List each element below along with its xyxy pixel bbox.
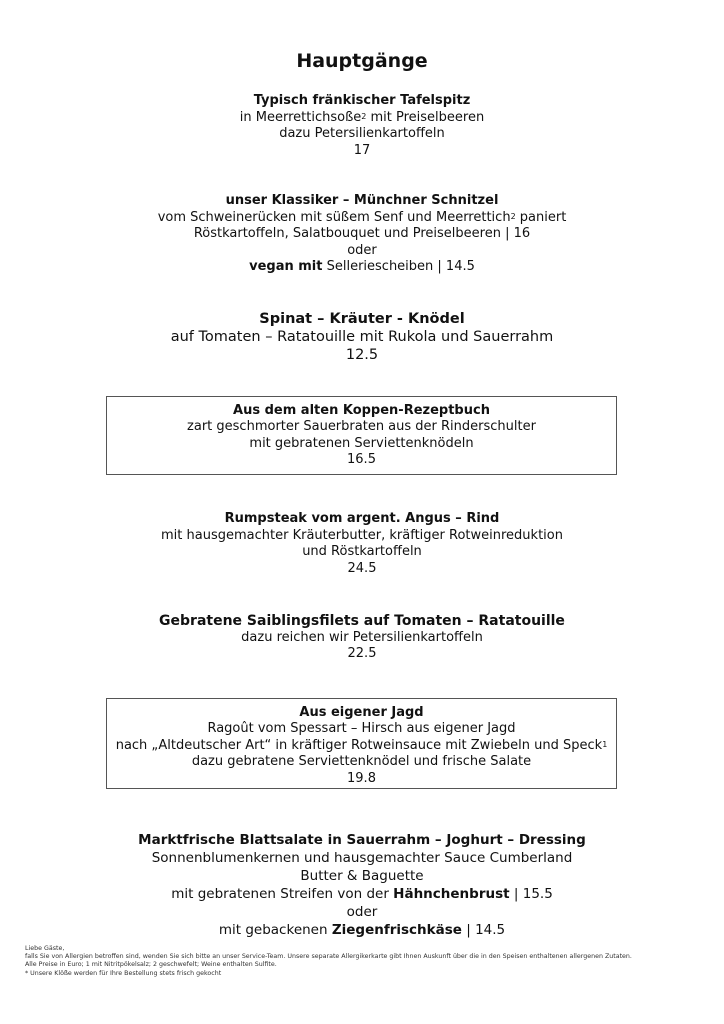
dish-name: Spinat – Kräuter - Knödel: [259, 311, 465, 327]
or-label: oder: [347, 242, 377, 258]
dish-desc: dazu reichen wir Petersilienkartoffeln: [241, 629, 483, 645]
text: Ziegenfrischkäse: [331, 922, 462, 938]
text: nach „Altdeutscher Art“ in kräftiger Rotweinsauce mit Zwiebeln und Speck: [115, 737, 603, 753]
dish-price: 16.5: [347, 452, 376, 468]
dish-desc: und Röstkartoffeln: [302, 544, 422, 560]
text: vom Schweinerücken mit süßem Senf und Meerrettich: [157, 209, 511, 225]
dish-price: 19.8: [347, 770, 376, 786]
option-chicken: [0, 885, 724, 903]
dish-desc: [0, 210, 724, 227]
dish-knoedel: [0, 310, 724, 364]
text: vegan mit: [249, 259, 323, 275]
dish-desc: Butter & Baguette: [300, 868, 424, 884]
text: Hähnchenbrust: [393, 886, 510, 902]
dish-name: Marktfrische Blattsalate in Sauerrahm – Joghurt – Dressing: [138, 832, 586, 848]
footer-line: * Unsere Klöße werden für Ihre Bestellung stets frisch gekocht: [25, 969, 222, 977]
dish-name: Rumpsteak vom argent. Angus – Rind: [224, 511, 500, 526]
footnote: 1: [602, 739, 608, 749]
or-label: oder: [346, 904, 378, 920]
dish-desc: dazu gebratene Serviettenknödel und frische Salate: [191, 754, 532, 770]
dish-sauerbraten-box: [106, 396, 617, 475]
dish-desc: mit hausgemachter Kräuterbutter, kräftiger Rotweinreduktion: [161, 527, 563, 543]
dish-price: 17: [353, 142, 371, 158]
option-goat-cheese: [0, 921, 724, 939]
dish-desc: [0, 110, 724, 127]
dish-price: 12.5: [345, 347, 379, 363]
text: mit gebackenen: [218, 922, 332, 938]
dish-saibling: [0, 613, 724, 663]
allergy-footer: [25, 945, 632, 978]
dish-jagd-box: [106, 698, 617, 789]
text: in Meerrettichsoße: [239, 109, 362, 125]
dish-desc: Ragoût vom Spessart – Hirsch aus eigener Jagd: [207, 721, 516, 737]
vegan-option: [0, 259, 724, 276]
dish-name: Aus dem alten Koppen-Rezeptbuch: [233, 403, 490, 418]
dish-price: 22.5: [347, 646, 377, 662]
footnote: 2: [510, 211, 516, 221]
text: | 14.5: [461, 922, 506, 938]
dish-name: Aus eigener Jagd: [299, 705, 424, 720]
dish-name: Gebratene Saiblingsfilets auf Tomaten – Ratatouille: [159, 613, 565, 629]
dish-tafelspitz: [0, 93, 724, 159]
page-title: Hauptgänge: [296, 50, 428, 72]
dish-desc: zart geschmorter Sauerbraten aus der Rinderschulter: [187, 419, 536, 435]
dish-desc: [107, 738, 616, 754]
text: paniert: [515, 209, 567, 225]
dish-schnitzel: [0, 193, 724, 276]
dish-rumpsteak: [0, 511, 724, 577]
dish-name: unser Klassiker – Münchner Schnitzel: [225, 193, 499, 208]
dish-price: 24.5: [347, 560, 377, 576]
dish-desc: auf Tomaten – Ratatouille mit Rukola und Sauerrahm: [170, 329, 554, 345]
text: | 15.5: [509, 886, 553, 902]
footnote: 2: [361, 111, 367, 121]
footer-line: Alle Preise in Euro; 1 mit Nitritpökelsalz; 2 geschwefelt; Weine enthalten Sulfite.: [25, 961, 277, 969]
text: Selleriescheiben | 14.5: [322, 259, 475, 275]
dish-desc: mit gebratenen Serviettenknödeln: [249, 435, 474, 451]
text: mit Preiselbeeren: [366, 109, 485, 125]
dish-desc: Röstkartoffeln, Salatbouquet und Preiselbeeren | 16: [193, 226, 531, 242]
dish-desc: dazu Petersilienkartoffeln: [279, 126, 445, 142]
dish-name: Typisch fränkischer Tafelspitz: [253, 93, 471, 108]
dish-desc: Sonnenblumenkernen und hausgemachter Sauce Cumberland: [151, 850, 573, 866]
dish-blattsalate: [0, 831, 724, 939]
footer-line: Liebe Gäste,: [25, 945, 65, 952]
footer-line: falls Sie von Allergien betroffen sind, wenden Sie sich bitte an unser Service-Team. Unsere separate Allergikerkarte gibt Ihnen Auskunft über die in den Speisen enthaltenen allergenen Zutaten.: [25, 953, 632, 961]
text: mit gebratenen Streifen von der: [171, 886, 394, 902]
